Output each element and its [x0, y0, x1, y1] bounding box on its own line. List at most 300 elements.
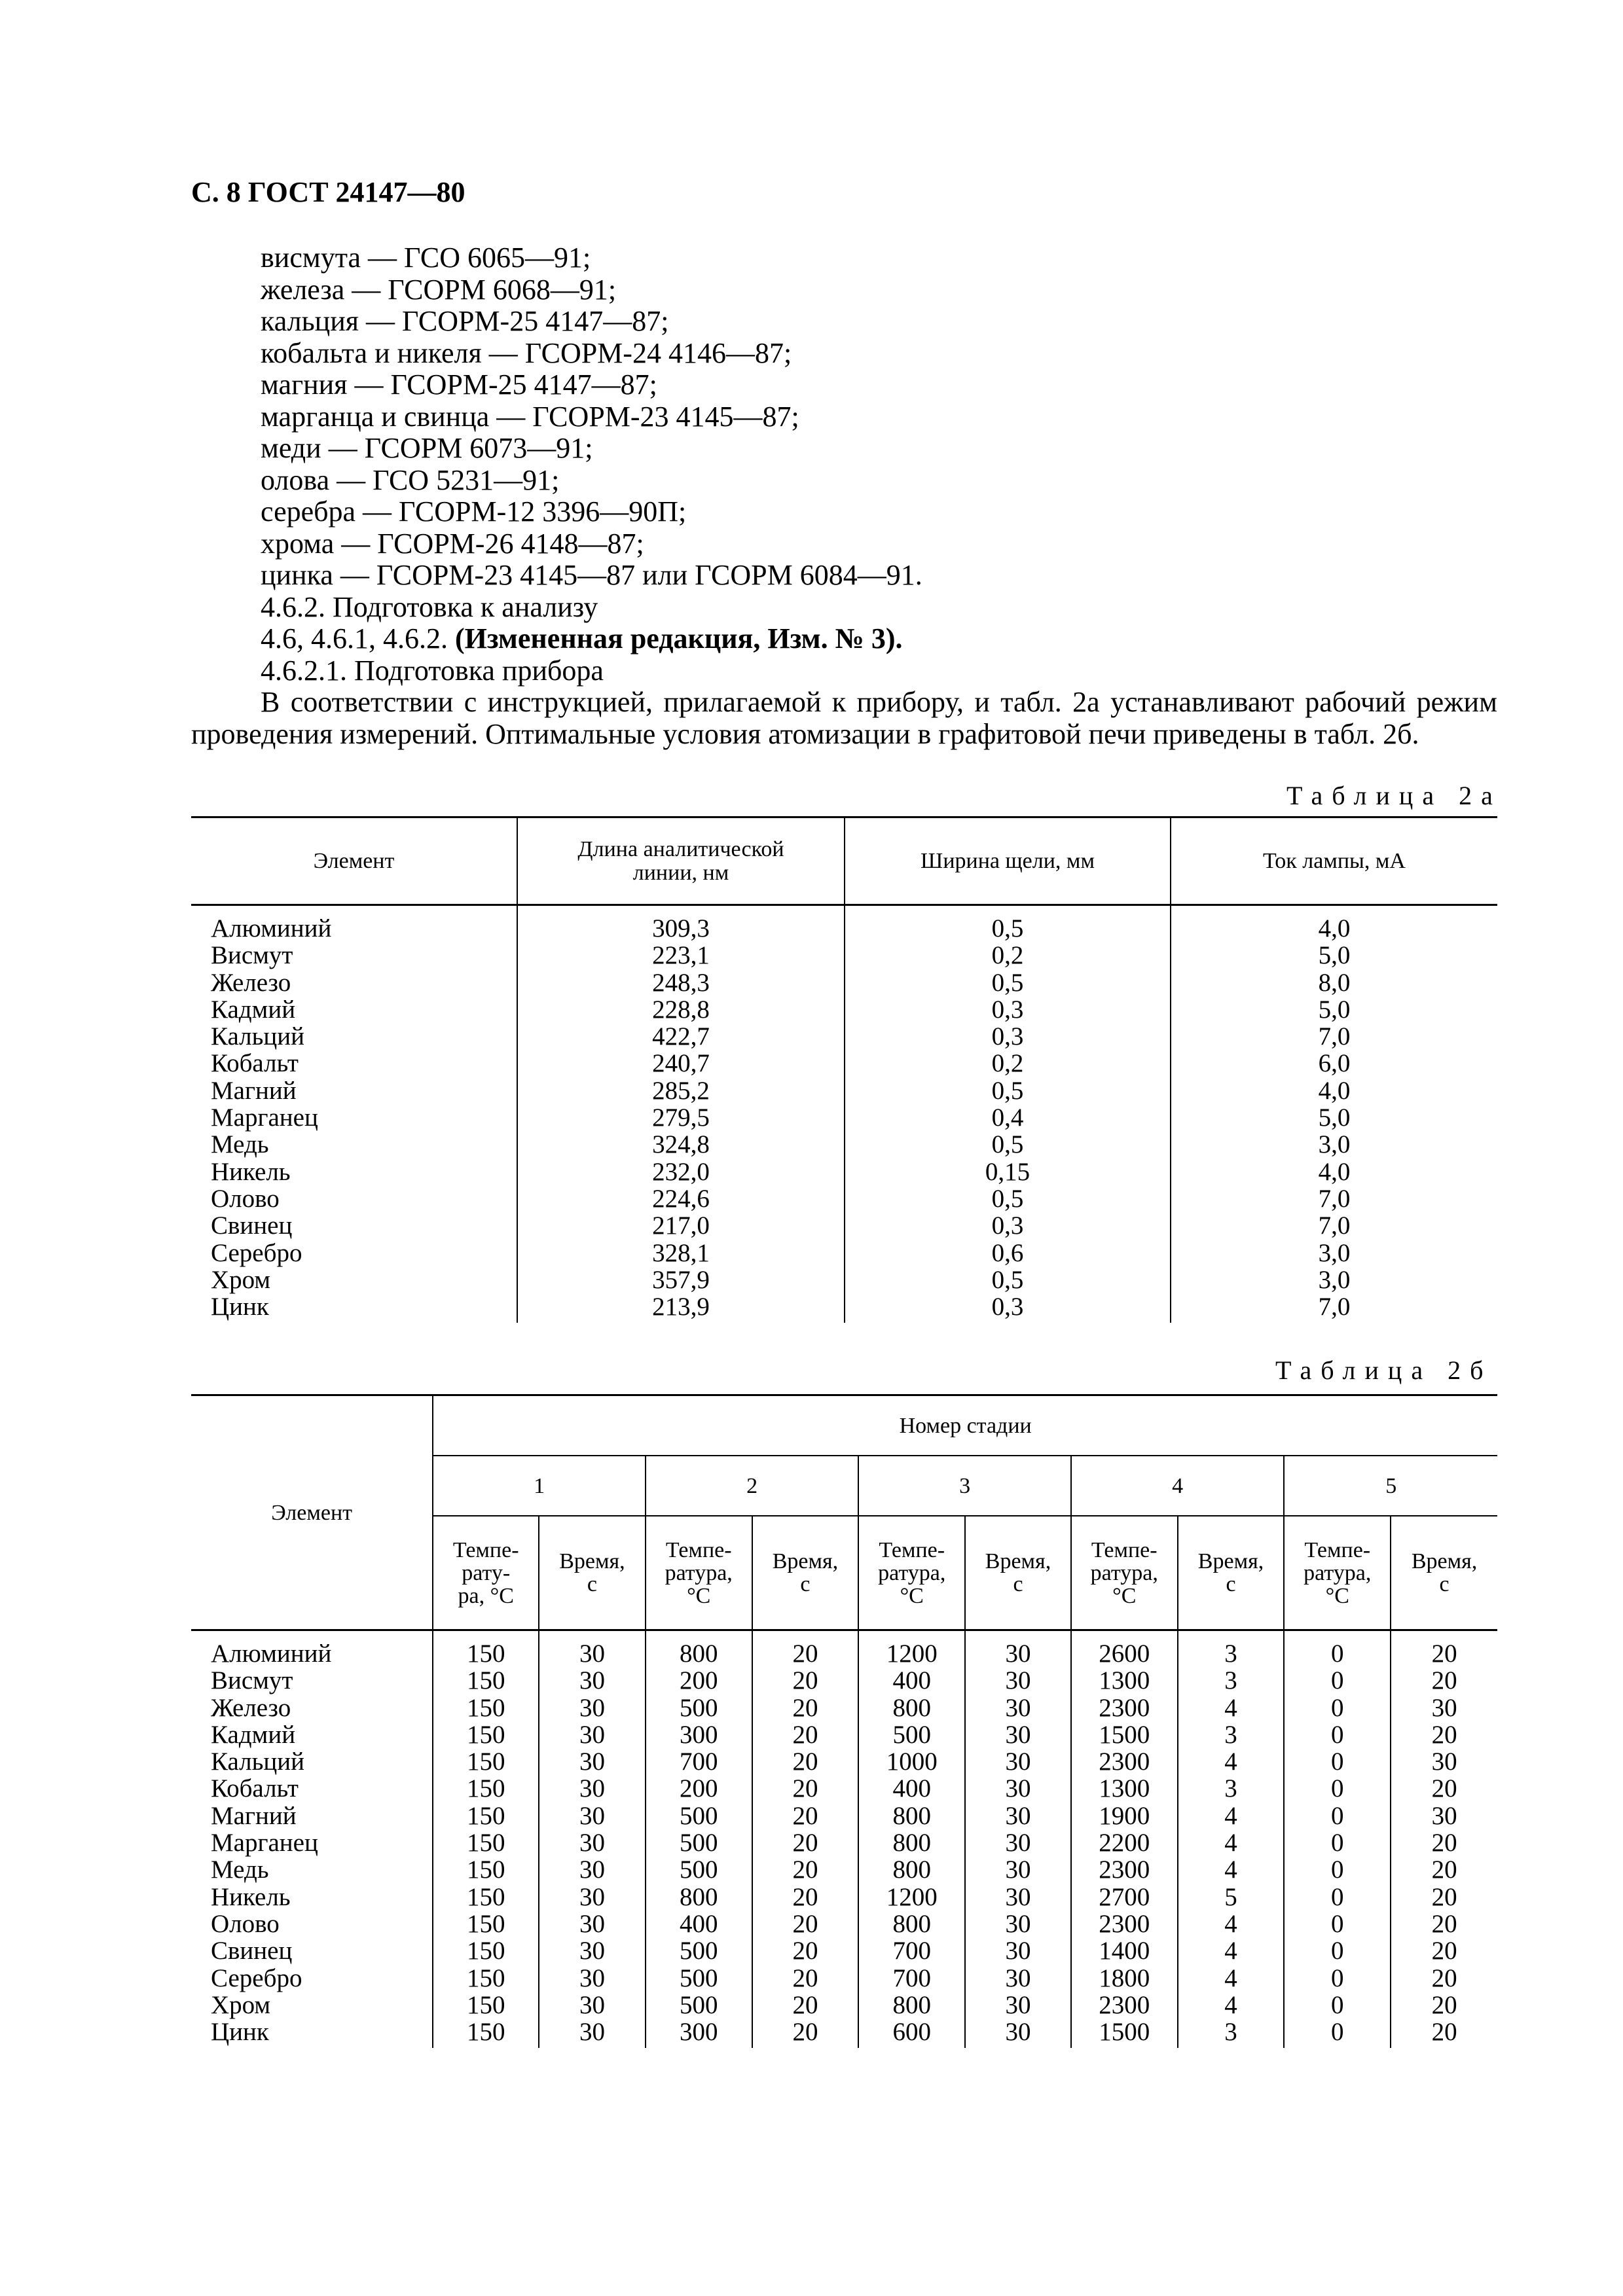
table-cell: 4,0	[1318, 914, 1351, 942]
list-line: кальция — ГСОРМ-25 4147—87;	[261, 305, 669, 337]
table-cell: 800	[892, 1829, 931, 1857]
table-cell: 500	[679, 1990, 718, 2019]
table-cell: 500	[679, 1964, 718, 1992]
table-cell: 500	[679, 1693, 718, 1722]
table-cell: 500	[892, 1720, 931, 1749]
table-cell: Марганец	[211, 1829, 318, 1857]
table-cell: 0,2	[991, 941, 1024, 970]
table-cell: 30	[579, 1937, 605, 1965]
table-cell: 20	[1431, 1829, 1457, 1857]
table-cell: 4	[1224, 1856, 1237, 1884]
table-cell: 200	[679, 1666, 718, 1695]
table-cell: 30	[579, 1964, 605, 1992]
table-cell: 224,6	[652, 1184, 710, 1213]
table-cell: Хром	[211, 1990, 271, 2019]
table-cell: 150	[466, 1640, 505, 1668]
table-cell: 5,0	[1318, 941, 1351, 970]
header-line: Темпе-	[1091, 1537, 1158, 1562]
header-line: ратура,	[1304, 1560, 1372, 1585]
table-cell: 600	[892, 2018, 931, 2047]
word: и	[974, 686, 990, 718]
table-cell: 30	[1005, 1720, 1031, 1749]
table-cell: Серебро	[211, 1964, 302, 1992]
table-cell: 30	[579, 2018, 605, 2047]
word: с	[464, 686, 477, 718]
table-cell: 0	[1331, 1937, 1344, 1965]
table-cell: 0,3	[991, 995, 1024, 1024]
table-2a-col-wavelength	[517, 905, 845, 1323]
table-cell: 7,0	[1318, 1184, 1351, 1213]
table-cell: Серебро	[211, 1238, 302, 1267]
table-cell: 2700	[1099, 1882, 1150, 1911]
table-2b-col-element	[191, 1630, 433, 2049]
list-line: меди — ГСОРМ 6073—91;	[261, 432, 593, 464]
table-cell: 279,5	[652, 1103, 710, 1132]
table-cell: 3,0	[1318, 1130, 1351, 1159]
header-line: с	[1439, 1572, 1450, 1596]
table-cell: 30	[1005, 1909, 1031, 1938]
table-cell: 0,5	[991, 1076, 1024, 1105]
table-cell: 20	[792, 1720, 818, 1749]
table-cell: 1400	[1099, 1937, 1150, 1965]
table-2b-header-stage-number: Номер стадии	[433, 1395, 1497, 1456]
table-cell: 20	[792, 1829, 818, 1857]
table-cell: 20	[792, 1937, 818, 1965]
table-cell: 700	[679, 1748, 718, 1776]
table-cell: 4	[1224, 1909, 1237, 1938]
table-2b-col-9	[1391, 1630, 1497, 2049]
table-2b-col-6	[1071, 1630, 1178, 2049]
table-cell: 150	[466, 1964, 505, 1992]
table-cell: 150	[466, 1990, 505, 2019]
header-line: Время,	[1411, 1549, 1478, 1573]
table-cell: 2300	[1099, 1990, 1150, 2019]
table-cell: 20	[1431, 1640, 1457, 1668]
table-cell: 5,0	[1318, 995, 1351, 1024]
table-cell: Кальций	[211, 1022, 305, 1051]
table-2a-caption: Таблица 2а	[1286, 781, 1502, 810]
table-cell: 30	[1005, 1937, 1031, 1965]
table-2b-stage-1: 1	[433, 1456, 646, 1516]
table-cell: 20	[1431, 1666, 1457, 1695]
table-cell: 20	[792, 1748, 818, 1776]
table-cell: 324,8	[652, 1130, 710, 1159]
table-cell: 20	[1431, 1990, 1457, 2019]
table-cell: 20	[792, 1882, 818, 1911]
table-cell: 0	[1331, 1640, 1344, 1668]
table-2b-time-header	[965, 1516, 1071, 1630]
table-cell: 0,6	[991, 1238, 1024, 1267]
table-cell: 500	[679, 1829, 718, 1857]
table-cell: 30	[1005, 1964, 1031, 1992]
table-cell: 1900	[1099, 1801, 1150, 1830]
edit-note	[191, 623, 1501, 655]
table-cell: 213,9	[652, 1293, 710, 1321]
table-cell: 150	[466, 1937, 505, 1965]
table-cell: 4,0	[1318, 1157, 1351, 1186]
table-cell: 20	[1431, 1882, 1457, 1911]
table-cell: 20	[792, 1774, 818, 1803]
header-line: с	[587, 1572, 597, 1596]
table-2b-time-header	[752, 1516, 859, 1630]
table-cell: 0	[1331, 1774, 1344, 1803]
header-line: с	[1013, 1572, 1023, 1596]
table-cell: 150	[466, 1666, 505, 1695]
header-line: Темпе-	[1304, 1537, 1371, 1562]
table-cell: Алюминий	[211, 1640, 332, 1668]
table-cell: 150	[466, 1829, 505, 1857]
table-cell: 150	[466, 2018, 505, 2047]
table-2b-caption: Таблица 2б	[1275, 1355, 1493, 1385]
table-cell: 800	[892, 1909, 931, 1938]
table-cell: 30	[579, 1882, 605, 1911]
table-cell: 30	[579, 1829, 605, 1857]
table-cell: 30	[1005, 1829, 1031, 1857]
section-4-6-2-1: 4.6.2.1. Подготовка прибора	[261, 654, 604, 687]
table-cell: 20	[792, 1856, 818, 1884]
table-2b-col-2	[646, 1630, 752, 2049]
table-cell: 2200	[1099, 1829, 1150, 1857]
table-cell: 30	[1431, 1801, 1457, 1830]
table-cell: 30	[1005, 1666, 1031, 1695]
table-cell: 300	[679, 2018, 718, 2047]
table-cell: 150	[466, 1909, 505, 1938]
table-cell: 7,0	[1318, 1211, 1351, 1240]
list-line: серебра — ГСОРМ-12 3396—90П;	[261, 495, 687, 528]
table-cell: 7,0	[1318, 1293, 1351, 1321]
list-line: марганца и свинца — ГСОРМ-23 4145—87;	[261, 400, 799, 433]
table-2b-stage-4: 4	[1071, 1456, 1285, 1516]
header-line: °С	[1325, 1583, 1349, 1608]
table-cell: Магний	[211, 1801, 297, 1830]
table-cell: 20	[1431, 2018, 1457, 2047]
table-cell: 0,3	[991, 1293, 1024, 1321]
edit-note-prefix: 4.6, 4.6.1, 4.6.2.	[261, 622, 448, 655]
table-2b-temp-header	[646, 1516, 752, 1630]
edit-note-bold: (Измененная редакция, Изм. № 3).	[455, 622, 903, 655]
table-cell: 150	[466, 1693, 505, 1722]
table-cell: Марганец	[211, 1103, 318, 1132]
header-line: Время,	[985, 1549, 1051, 1573]
table-cell: 3,0	[1318, 1265, 1351, 1294]
table-cell: Свинец	[211, 1937, 293, 1965]
table-cell: 30	[1005, 1990, 1031, 2019]
table-cell: 30	[1005, 2018, 1031, 2047]
table-cell: 240,7	[652, 1049, 710, 1078]
table-cell: Цинк	[211, 2018, 269, 2047]
paragraph-line-1	[191, 687, 1501, 719]
table-cell: 4	[1224, 1990, 1237, 2019]
table-2b-col-8	[1284, 1630, 1391, 2049]
table-cell: 4	[1224, 1801, 1237, 1830]
header-line: с	[800, 1572, 811, 1596]
table-cell: 248,3	[652, 968, 710, 997]
word: В	[261, 686, 280, 718]
table-2a-header-element: Элемент	[191, 817, 517, 905]
table-cell: 20	[1431, 1964, 1457, 1992]
table-cell: 2300	[1099, 1693, 1150, 1722]
table-cell: 500	[679, 1856, 718, 1884]
table-2b-col-5	[965, 1630, 1071, 2049]
table-cell: 3	[1224, 1774, 1237, 1803]
table-cell: 5,0	[1318, 1103, 1351, 1132]
table-2b-temp-header	[1071, 1516, 1178, 1630]
table-cell: 30	[1005, 1774, 1031, 1803]
table-cell: 20	[792, 1693, 818, 1722]
table-cell: 0,4	[991, 1103, 1024, 1132]
table-cell: 800	[892, 1693, 931, 1722]
table-cell: 800	[892, 1856, 931, 1884]
table-cell: 500	[679, 1801, 718, 1830]
table-cell: 3	[1224, 1720, 1237, 1749]
table-cell: 150	[466, 1748, 505, 1776]
table-cell: 0	[1331, 1748, 1344, 1776]
table-cell: 228,8	[652, 995, 710, 1024]
table-2a-header-slit: Ширина щели, мм	[845, 817, 1171, 905]
table-cell: 30	[579, 1856, 605, 1884]
table-2b-col-7	[1178, 1630, 1285, 2049]
table-cell: 0,5	[991, 1184, 1024, 1213]
table-cell: 5	[1224, 1882, 1237, 1911]
table-cell: 0,15	[985, 1157, 1030, 1186]
table-cell: 4	[1224, 1937, 1237, 1965]
table-cell: 4	[1224, 1964, 1237, 1992]
list-line: висмута — ГСО 6065—91;	[261, 242, 591, 274]
word: прибору,	[856, 686, 964, 718]
body-text	[191, 242, 1501, 750]
table-cell: Медь	[211, 1130, 269, 1159]
table-2a-col-slit	[845, 905, 1171, 1323]
table-cell: 7,0	[1318, 1022, 1351, 1051]
table-cell: 4	[1224, 1829, 1237, 1857]
word: прилагаемой	[663, 686, 822, 718]
table-cell: 0,3	[991, 1211, 1024, 1240]
table-cell: Кадмий	[211, 995, 296, 1024]
table-cell: 1800	[1099, 1964, 1150, 1992]
table-cell: 4	[1224, 1693, 1237, 1722]
table-cell: 0	[1331, 1856, 1344, 1884]
header-line: с	[1226, 1572, 1236, 1596]
table-2a-col-element	[191, 905, 517, 1323]
table-2b-stage-3: 3	[858, 1456, 1071, 1516]
table-cell: Алюминий	[211, 914, 332, 942]
table-cell: 30	[1005, 1693, 1031, 1722]
list-line: олова — ГСО 5231—91;	[261, 463, 560, 496]
table-cell: 30	[1005, 1882, 1031, 1911]
table-cell: 4,0	[1318, 1076, 1351, 1105]
table-cell: 3,0	[1318, 1238, 1351, 1267]
table-2a-col-current	[1171, 905, 1497, 1323]
table-cell: Цинк	[211, 1293, 269, 1321]
header-line: ратура,	[665, 1560, 733, 1585]
table-2b-time-header	[1391, 1516, 1497, 1630]
table-cell: 328,1	[652, 1238, 710, 1267]
table-cell: Кобальт	[211, 1774, 299, 1803]
table-2b-stage-5: 5	[1284, 1456, 1497, 1516]
table-cell: 150	[466, 1774, 505, 1803]
table-cell: 1300	[1099, 1774, 1150, 1803]
header-line: Темпе-	[452, 1537, 519, 1562]
table-2a-header-wavelength: Длина аналитической линии, нм	[517, 817, 845, 905]
table-cell: 285,2	[652, 1076, 710, 1105]
table-cell: 30	[579, 1990, 605, 2019]
table-cell: 400	[892, 1666, 931, 1695]
table-cell: 0	[1331, 1829, 1344, 1857]
table-cell: Никель	[211, 1157, 291, 1186]
word: рабочий	[1305, 686, 1406, 718]
table-cell: 20	[1431, 1720, 1457, 1749]
header-line: Темпе-	[665, 1537, 732, 1562]
header-line: °С	[687, 1583, 711, 1608]
table-2b-stage-2: 2	[646, 1456, 859, 1516]
table-cell: 2600	[1099, 1640, 1150, 1668]
table-cell: 0,2	[991, 1049, 1024, 1078]
header-line: ратура,	[1090, 1560, 1158, 1585]
table-cell: 20	[792, 1801, 818, 1830]
word: устанавливают	[1110, 686, 1294, 718]
table-2a-header-current: Ток лампы, мА	[1171, 817, 1497, 905]
table-cell: 309,3	[652, 914, 710, 942]
table-cell: 2300	[1099, 1856, 1150, 1884]
table-cell: 800	[679, 1640, 718, 1668]
table-cell: 30	[579, 1693, 605, 1722]
table-cell: 30	[1431, 1693, 1457, 1722]
table-cell: 30	[579, 1801, 605, 1830]
table-cell: 232,0	[652, 1157, 710, 1186]
table-cell: 0	[1331, 1964, 1344, 1992]
table-cell: 800	[892, 1801, 931, 1830]
table-cell: 500	[679, 1937, 718, 1965]
table-cell: 0	[1331, 1720, 1344, 1749]
table-cell: 422,7	[652, 1022, 710, 1051]
table-cell: 0	[1331, 1990, 1344, 2019]
table-cell: 6,0	[1318, 1049, 1351, 1078]
table-cell: 30	[579, 1666, 605, 1695]
table-2b-temp-header	[433, 1516, 539, 1630]
table-cell: 0,3	[991, 1022, 1024, 1051]
table-cell: 150	[466, 1801, 505, 1830]
table-2b-col-0	[433, 1630, 539, 2049]
table-cell: 150	[466, 1720, 505, 1749]
table-cell: 8,0	[1318, 968, 1351, 997]
section-4-6-2: 4.6.2. Подготовка к анализу	[261, 590, 598, 623]
table-cell: Висмут	[211, 941, 293, 970]
table-cell: Олово	[211, 1184, 280, 1213]
table-cell: 3	[1224, 1640, 1237, 1668]
table-cell: 200	[679, 1774, 718, 1803]
header-line: °С	[900, 1583, 924, 1608]
table-cell: 1200	[886, 1882, 938, 1911]
table-cell: Свинец	[211, 1211, 293, 1240]
word: инструкцией,	[487, 686, 653, 718]
table-cell: Железо	[211, 968, 291, 997]
table-cell: 1000	[886, 1748, 938, 1776]
table-cell: 0,5	[991, 1265, 1024, 1294]
table-cell: Магний	[211, 1076, 297, 1105]
table-cell: 1500	[1099, 2018, 1150, 2047]
table-cell: 400	[892, 1774, 931, 1803]
table-cell: 0	[1331, 1882, 1344, 1911]
header-line: ра, °С	[458, 1583, 514, 1608]
table-cell: 1200	[886, 1640, 938, 1668]
table-cell: 0,5	[991, 968, 1024, 997]
table-cell: 800	[679, 1882, 718, 1911]
table-cell: 2300	[1099, 1909, 1150, 1938]
table-cell: 700	[892, 1937, 931, 1965]
table-cell: 800	[892, 1990, 931, 2019]
word: 2а	[1072, 686, 1100, 718]
table-cell: 4	[1224, 1748, 1237, 1776]
table-cell: 30	[579, 1748, 605, 1776]
table-cell: 0	[1331, 1693, 1344, 1722]
word: табл.	[1000, 686, 1062, 718]
table-cell: 0	[1331, 1909, 1344, 1938]
table-cell: 20	[792, 1909, 818, 1938]
table-cell: 30	[1005, 1640, 1031, 1668]
table-cell: 150	[466, 1856, 505, 1884]
table-cell: 30	[579, 1909, 605, 1938]
header-line: °С	[1112, 1583, 1137, 1608]
header-line: Время,	[772, 1549, 839, 1573]
word: к	[831, 686, 847, 718]
header-line: Время,	[559, 1549, 625, 1573]
table-cell: 217,0	[652, 1211, 710, 1240]
table-cell: Висмут	[211, 1666, 293, 1695]
table-cell: 3	[1224, 2018, 1237, 2047]
table-cell: 20	[792, 1964, 818, 1992]
list-line: магния — ГСОРМ-25 4147—87;	[261, 368, 657, 401]
table-cell: 20	[1431, 1909, 1457, 1938]
table-cell: 3	[1224, 1666, 1237, 1695]
table-cell: 30	[579, 1640, 605, 1668]
word: режим	[1416, 686, 1497, 718]
table-2b-time-header	[1178, 1516, 1285, 1630]
table-cell: 0,5	[991, 914, 1024, 942]
table-cell: Кадмий	[211, 1720, 296, 1749]
table-cell: 0	[1331, 2018, 1344, 2047]
table-cell: Кобальт	[211, 1049, 299, 1078]
table-cell: 20	[1431, 1856, 1457, 1884]
table-2b-time-header	[539, 1516, 646, 1630]
table-cell: Медь	[211, 1856, 269, 1884]
table-cell: Железо	[211, 1693, 291, 1722]
word: соответствии	[290, 686, 454, 718]
table-2b-col-4	[858, 1630, 965, 2049]
table-2b-temp-header	[1284, 1516, 1391, 1630]
table-2a	[191, 816, 1497, 1323]
table-2b-col-1	[539, 1630, 646, 2049]
table-cell: 0,5	[991, 1130, 1024, 1159]
table-cell: 300	[679, 1720, 718, 1749]
table-cell: 20	[792, 2018, 818, 2047]
table-cell: 20	[792, 1666, 818, 1695]
table-cell: 2300	[1099, 1748, 1150, 1776]
table-cell: 30	[579, 1774, 605, 1803]
list-line: хрома — ГСОРМ-26 4148—87;	[261, 527, 644, 560]
table-2b-header-element: Элемент	[191, 1395, 433, 1630]
table-cell: Хром	[211, 1265, 271, 1294]
table-cell: Кальций	[211, 1748, 305, 1776]
table-2b	[191, 1394, 1497, 2048]
list-line: кобальта и никеля — ГСОРМ-24 4146—87;	[261, 336, 792, 369]
table-cell: Олово	[211, 1909, 280, 1938]
list-line: железа — ГСОРМ 6068—91;	[261, 273, 617, 306]
table-cell: 1300	[1099, 1666, 1150, 1695]
page-header: С. 8 ГОСТ 24147—80	[191, 176, 465, 208]
table-2b-temp-header	[858, 1516, 965, 1630]
table-cell: 0	[1331, 1666, 1344, 1695]
table-cell: 1500	[1099, 1720, 1150, 1749]
